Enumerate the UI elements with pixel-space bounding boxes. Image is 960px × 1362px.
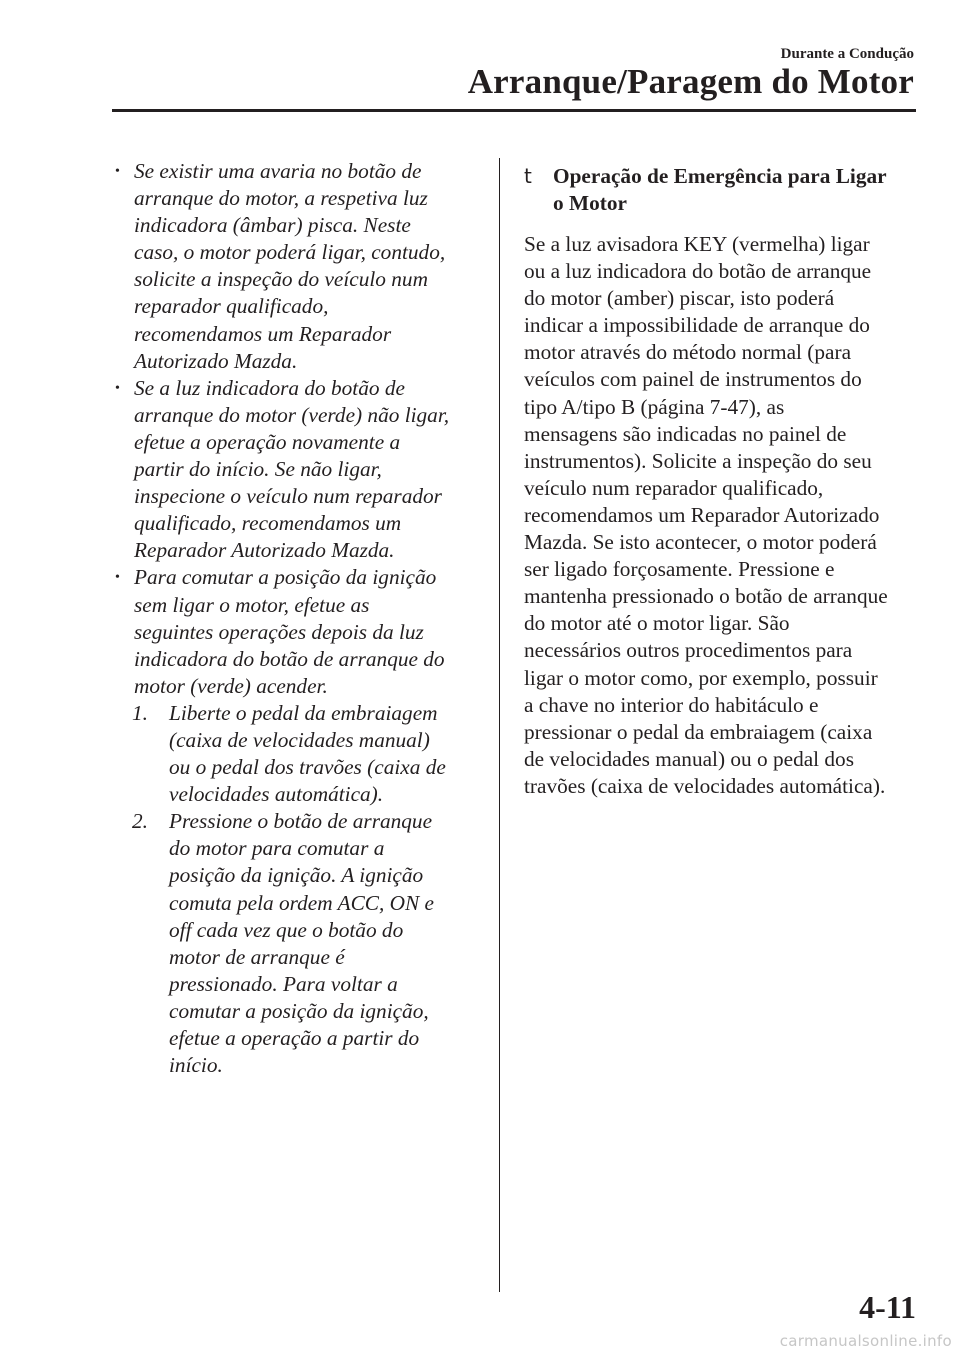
bullet-line: motor (verde) acender. [134, 673, 328, 698]
bullet-line: efetue a operação novamente a [134, 429, 401, 454]
heading-line: Operação de Emergência para Ligar [553, 164, 887, 188]
section-heading [524, 163, 916, 217]
step-line: do motor para comutar a [169, 836, 385, 861]
bullet-line: arranque do motor (verde) não ligar, [134, 402, 450, 427]
body-line: ligar o motor como, por exemplo, possuir [524, 665, 878, 690]
body-line: mantenha pressionado o botão de arranque [524, 584, 888, 609]
bullet-line: partir do início. Se não ligar, [134, 457, 382, 482]
bullet-line: indicadora do botão de arranque do [134, 646, 445, 671]
watermark-text: carmanualsonline.info [779, 1332, 952, 1350]
body-line: de velocidades manual) ou o pedal dos [524, 746, 854, 771]
bullet-icon: • [115, 570, 120, 586]
step-line: posição da ignição. A ignição [169, 863, 424, 888]
bullet-line: recomendamos um Reparador [134, 321, 392, 346]
heading-marker-icon: t [524, 164, 532, 188]
body-line: recomendamos um Reparador Autorizado [524, 502, 880, 527]
body-line: a chave no interior do habitáculo e [524, 692, 819, 717]
step-item-1 [112, 700, 482, 808]
step-number: 2. [132, 809, 148, 834]
step-line: ou o pedal dos travões (caixa de [169, 755, 446, 780]
bullet-item-avaria [112, 158, 482, 375]
step-line: comutar a posição da ignição, [169, 998, 429, 1023]
body-line: tipo A/tipo B (página 7-47), as [524, 394, 785, 419]
numbered-steps [112, 700, 482, 1079]
bullet-line: solicite a inspeção do veículo num [134, 267, 428, 292]
body-line: veículos com painel de instrumentos do [524, 367, 862, 392]
body-line: indicar a impossibilidade de arranque do [524, 313, 870, 338]
bullet-line: arranque do motor, a respetiva luz [134, 186, 428, 211]
section-label: Durante a Condução [780, 46, 914, 62]
bullet-line: inspecione o veículo num reparador [134, 484, 442, 509]
body-line: do motor (amber) piscar, isto poderá [524, 286, 835, 311]
body-line: Mazda. Se isto acontecer, o motor poderá [524, 530, 877, 555]
bullet-line: indicadora (âmbar) pisca. Neste [134, 213, 411, 238]
bullet-line: sem ligar o motor, efetue as [134, 592, 370, 617]
step-line: comuta pela ordem ACC, ON e [169, 890, 435, 915]
body-line: instrumentos). Solicite a inspeção do seu [524, 448, 872, 473]
body-line: do motor até o motor ligar. São [524, 611, 790, 636]
body-line: pressionar o pedal da embraiagem (caixa [524, 719, 873, 744]
bullet-line: caso, o motor poderá ligar, contudo, [134, 240, 446, 265]
step-line: velocidades automática). [169, 782, 384, 807]
page-title: Arranque/Paragem do Motor [467, 62, 914, 101]
step-line: início. [169, 1053, 223, 1078]
bullet-line: Se existir uma avaria no botão de [134, 159, 422, 183]
step-item-2 [112, 808, 482, 1079]
header-rule [112, 109, 916, 112]
bullet-line: reparador qualificado, [134, 294, 329, 319]
left-column [112, 158, 482, 1079]
bullet-line: qualificado, recomendamos um [134, 511, 402, 536]
body-line: ou a luz indicadora do botão de arranque [524, 259, 872, 284]
body-line: necessários outros procedimentos para [524, 638, 853, 663]
step-line: motor de arranque é [169, 944, 345, 969]
bullet-line: Reparador Autorizado Mazda. [134, 538, 395, 563]
step-line: Liberte o pedal da embraiagem [169, 700, 438, 725]
step-line: pressionado. Para voltar a [169, 971, 398, 996]
heading-line: o Motor [553, 191, 627, 215]
bullet-line: Autorizado Mazda. [134, 348, 298, 373]
page-number: 4-11 [859, 1289, 916, 1325]
bullet-icon: • [115, 380, 120, 396]
bullet-line: seguintes operações depois da luz [134, 619, 424, 644]
body-line: motor através do método normal (para [524, 340, 852, 365]
step-line: (caixa de velocidades manual) [169, 727, 430, 752]
body-line: travões (caixa de velocidades automática). [524, 773, 886, 798]
bullet-icon: • [115, 164, 120, 179]
column-divider [499, 158, 500, 1292]
body-line: veículo num reparador qualificado, [524, 475, 824, 500]
step-line: off cada vez que o botão do [169, 917, 404, 942]
body-line: Se a luz avisadora KEY (vermelha) ligar [524, 232, 870, 256]
bullet-line: Se a luz indicadora do botão de [134, 375, 405, 400]
body-line: ser ligado forçosamente. Pressione e [524, 557, 835, 582]
bullet-item-luz-verde [112, 375, 482, 565]
right-column [524, 163, 916, 800]
step-line: Pressione o botão de arranque [169, 809, 433, 834]
bullet-item-comutar-ignicao [112, 564, 482, 699]
body-paragraph [524, 231, 916, 800]
step-number: 1. [132, 700, 148, 725]
bullet-line: Para comutar a posição da ignição [134, 565, 437, 590]
body-line: mensagens são indicadas no painel de [524, 421, 847, 446]
step-line: efetue a operação a partir do [169, 1026, 420, 1050]
